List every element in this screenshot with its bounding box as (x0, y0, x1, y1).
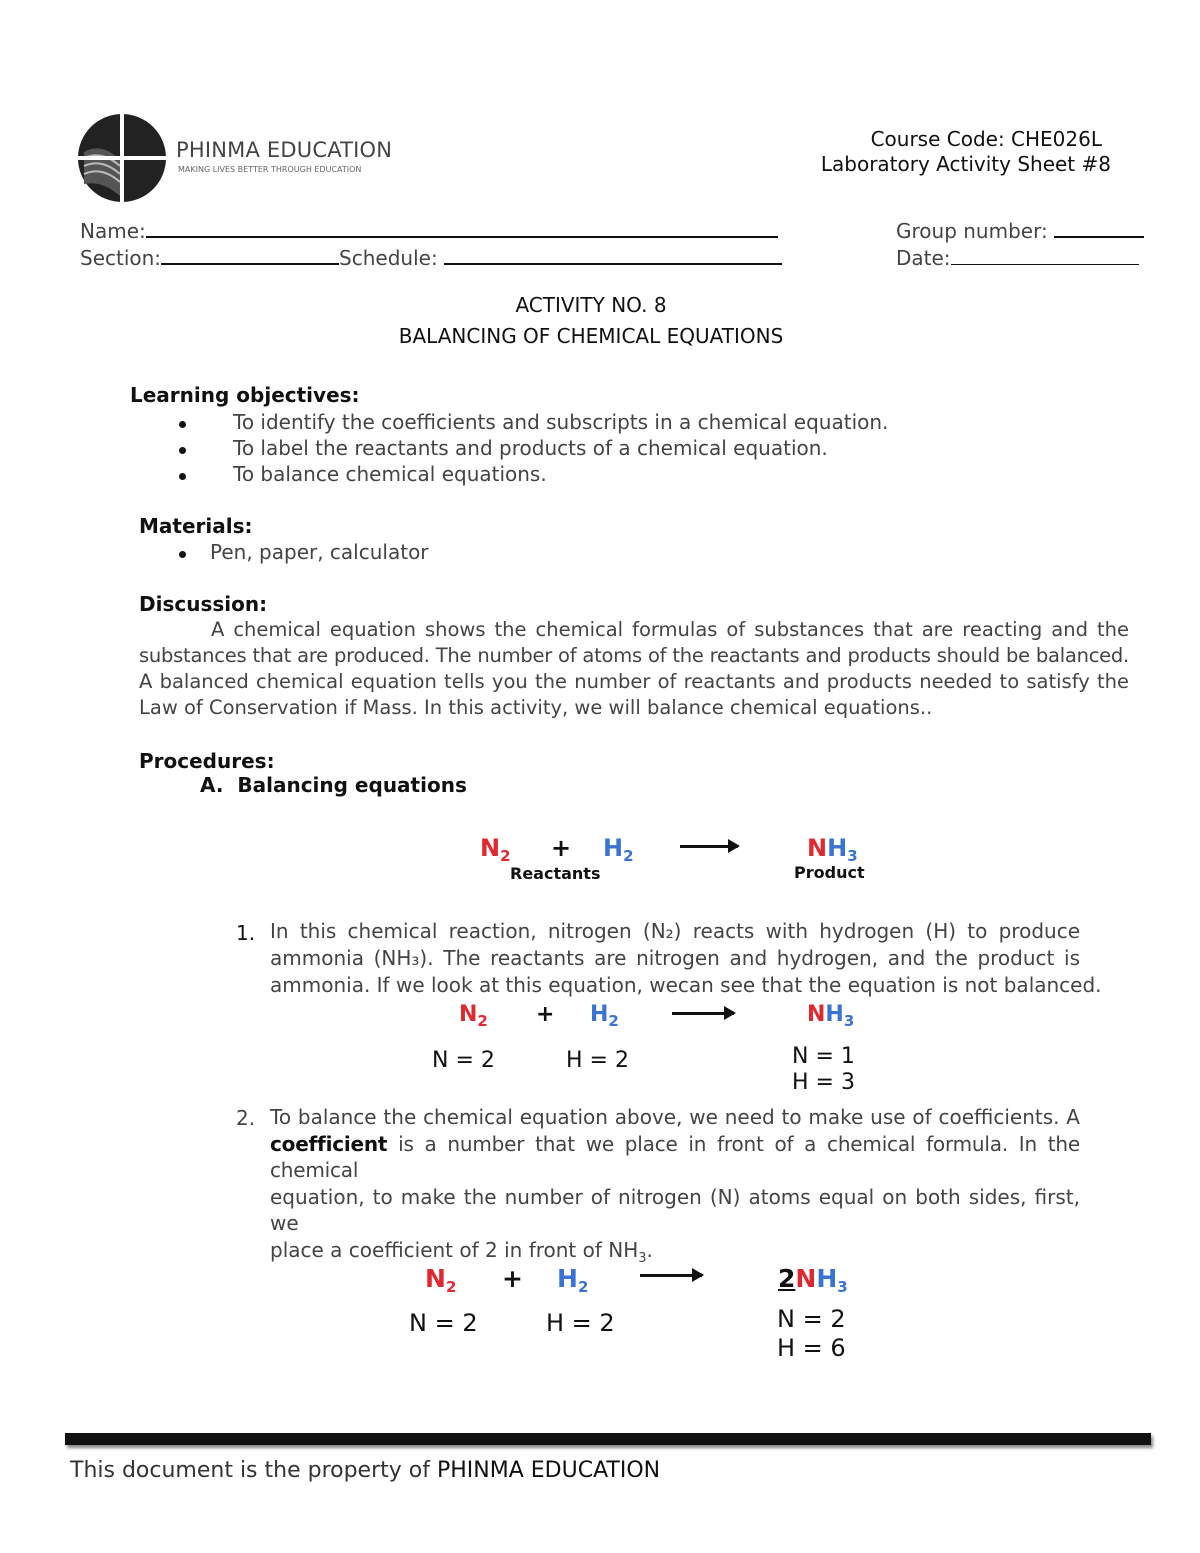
eq3-plus: + (502, 1264, 523, 1293)
bullet-icon (179, 551, 186, 558)
step1-text (270, 918, 1102, 999)
eq3-n2: $N_2$ (425, 1264, 457, 1296)
section-label: Section: (80, 246, 162, 270)
eq3-h-left: H = 2 (546, 1309, 615, 1337)
coefficient-2: 2 (778, 1264, 796, 1293)
schedule-label: Schedule: (339, 246, 438, 270)
activity-number: ACTIVITY NO. 8 (515, 293, 667, 317)
logo (76, 112, 393, 204)
sheet-title: Laboratory Activity Sheet #8 (820, 152, 1111, 176)
discussion-paragraph (139, 617, 1129, 721)
eq1-plus: + (551, 834, 572, 862)
bullet-icon (179, 421, 186, 428)
objective-item: To balance chemical equations. (233, 462, 547, 486)
group-field[interactable] (1054, 236, 1144, 238)
course-code: Course Code: CHE026L (870, 127, 1102, 151)
eq1-nh3: $NH_3$ (807, 834, 858, 865)
group-label: Group number: (896, 219, 1048, 243)
schedule-field[interactable] (444, 263, 782, 265)
logo-name: PHINMA EDUCATION (176, 138, 393, 162)
product-label: Product (794, 863, 865, 882)
material-item: Pen, paper, calculator (210, 540, 429, 564)
step1-line: ammonia (NH₃). The reactants are nitrogen and hydrogen, and the product is (270, 946, 1080, 970)
eq3-2nh3: $2NH_3$ (778, 1264, 848, 1296)
name-row (80, 219, 778, 243)
materials-heading: Materials: (139, 514, 253, 538)
eq2-n2: $N_2$ (459, 1002, 488, 1030)
footer-text: This document is the property of PHINMA EDUCATION (70, 1458, 661, 1483)
discussion-line: A chemical equation shows the chemical formulas of substances that are reacting and the (211, 618, 1129, 641)
procedures-heading: Procedures: (139, 749, 275, 773)
section-row (80, 246, 782, 270)
eq2-h-right: H = 3 (792, 1070, 855, 1095)
phinma-logo-icon (76, 112, 168, 204)
name-label: Name: (80, 219, 146, 243)
step2-line: coefficient is a number that we place in front of a chemical formula. In the chemical (270, 1131, 1080, 1182)
activity-title: BALANCING OF CHEMICAL EQUATIONS (398, 324, 784, 348)
bullet-icon (179, 473, 186, 480)
reactants-label: Reactants (510, 864, 601, 883)
step2-line: To balance the chemical equation above, we need to make use of coefficients. A (270, 1105, 1080, 1129)
section-a-heading: A. Balancing equations (200, 773, 467, 797)
eq2-n-left: N = 2 (432, 1048, 495, 1073)
eq2-h2: $H_2$ (590, 1002, 619, 1030)
coefficient-term: coefficient (270, 1131, 388, 1156)
arrow-icon (640, 1274, 702, 1277)
eq3-n-left: N = 2 (409, 1309, 478, 1337)
step2-line: place a coefficient of 2 in front of $NH_3$. (270, 1237, 653, 1266)
discussion-heading: Discussion: (139, 592, 268, 616)
group-row (896, 219, 1144, 243)
eq3-n-right: N = 2 (777, 1305, 846, 1333)
bullet-icon (179, 447, 186, 454)
date-row (896, 246, 1139, 270)
step2-line: equation, to make the number of nitrogen (N) atoms equal on both sides, first, we (270, 1184, 1080, 1235)
arrow-icon (672, 1012, 734, 1015)
footer-rule (65, 1433, 1151, 1445)
objective-item: To identify the coefficients and subscripts in a chemical equation. (233, 410, 889, 434)
discussion-line: A balanced chemical equation tells you the number of reactants and products needed to satisfy the (139, 670, 1129, 693)
eq1-h2: $H_2$ (603, 834, 634, 865)
eq2-plus: + (536, 1002, 555, 1027)
step1-number: 1. (236, 921, 256, 945)
eq3-h2: $H_2$ (557, 1264, 589, 1296)
step2-number: 2. (236, 1106, 256, 1130)
eq2-nh3: $NH_3$ (807, 1002, 855, 1030)
eq3-h-right: H = 6 (777, 1334, 846, 1362)
objectives-heading: Learning objectives: (130, 383, 360, 407)
objective-item: To label the reactants and products of a chemical equation. (233, 436, 828, 460)
discussion-line: Law of Conservation if Mass. In this activity, we will balance chemical equations.. (139, 696, 933, 719)
step2-text (270, 1104, 1080, 1272)
step1-line: In this chemical reaction, nitrogen (N₂) reacts with hydrogen (H) to produce (270, 919, 1080, 943)
date-label: Date: (896, 246, 951, 270)
eq1-n2: $N_2$ (480, 834, 511, 865)
date-field[interactable] (951, 264, 1139, 265)
logo-tagline: MAKING LIVES BETTER THROUGH EDUCATION (178, 165, 362, 174)
arrow-icon (680, 845, 738, 848)
section-field[interactable] (161, 263, 339, 265)
step1-line: ammonia. If we look at this equation, wecan see that the equation is not balanced. (270, 973, 1102, 997)
discussion-line: substances that are produced. The number of atoms of the reactants and products should be balanced. (139, 644, 1129, 667)
eq2-h-left: H = 2 (566, 1048, 629, 1073)
name-field[interactable] (146, 236, 778, 238)
eq2-n-right: N = 1 (792, 1044, 855, 1069)
